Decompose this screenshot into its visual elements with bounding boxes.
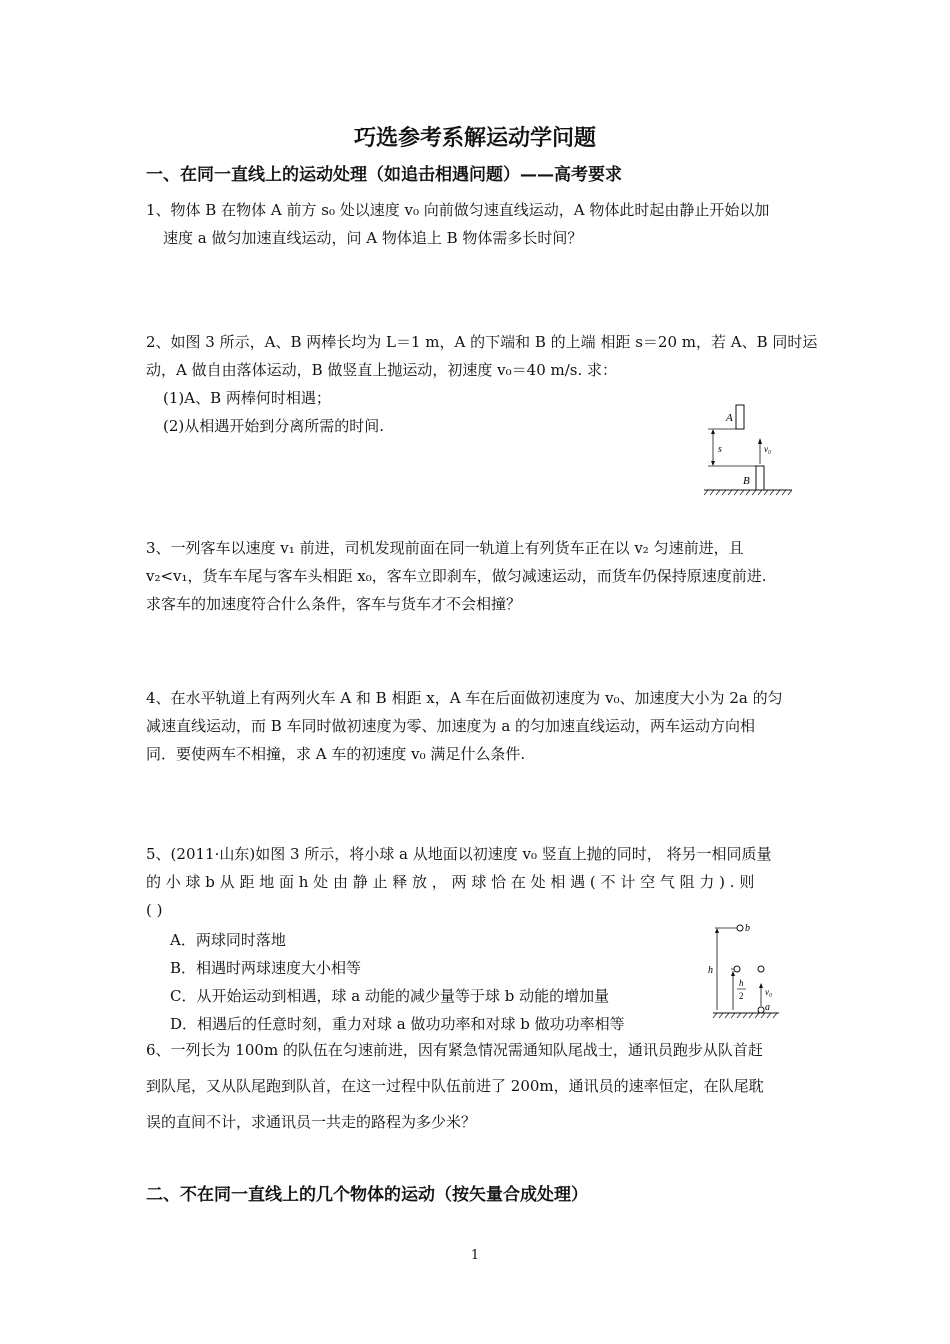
- figure-rods: [700, 400, 810, 500]
- question-5-option-d: D．相遇后的任意时刻，重力对球 a 做功功率和对球 b 做功功率相等: [170, 1015, 625, 1033]
- ball-b: [737, 925, 743, 931]
- section-heading-2: 二、不在同一直线上的几个物体的运动（按矢量合成处理）: [146, 1185, 588, 1205]
- ball-a-label: a: [765, 1002, 770, 1013]
- question-6-line-2: 到队尾，又从队尾跑到队首，在这一过程中队伍前进了 200m，通讯员的速率恒定，在队尾耽: [146, 1077, 764, 1095]
- half-height-numerator: h: [739, 978, 744, 988]
- rod-a-label: A: [726, 412, 733, 424]
- velocity-arrow-head: [758, 438, 762, 444]
- question-3-line-1: 3、一列客车以速度 v₁ 前进，司机发现前面在同一轨道上有列货车正在以 v₂ 匀速前进，且: [146, 539, 744, 557]
- question-1-line-1: 1、物体 B 在物体 A 前方 s₀ 处以速度 v₀ 向前做匀速直线运动，A 物体此时起由静止开始以加: [146, 201, 770, 219]
- ground-hatch: [704, 490, 792, 495]
- rod-b: [756, 466, 764, 490]
- question-4-line-1: 4、在水平轨道上有两列火车 A 和 B 相距 x，A 车在后面做初速度为 v₀、加速度大小为 2a 的匀: [146, 689, 783, 707]
- question-5-line-2: 的 小 球 b 从 距 地 面 h 处 由 静 止 释 放 ， 两 球 恰 在 处 相 遇 ( 不 计 空 气 阻 力 ) . 则: [146, 873, 755, 891]
- ground-hatch: [713, 1013, 777, 1018]
- question-2-line-2: 动，A 做自由落体运动，B 做竖直上抛运动，初速度 v₀＝40 m/s. 求：: [146, 361, 618, 379]
- question-2-sub-2: (2)从相遇开始到分离所需的时间.: [163, 417, 385, 435]
- launch-velocity-label: v₀: [765, 987, 773, 997]
- question-3-line-2: v₂<v₁，货车车尾与客车头相距 x₀，客车立即刹车，做匀减速运动，而货车仍保持原速度前进.: [146, 567, 767, 585]
- distance-label: s: [718, 444, 722, 455]
- question-4-line-3: 同．要使两车不相撞，求 A 车的初速度 v₀ 满足什么条件.: [146, 745, 526, 763]
- question-6-line-3: 误的直间不计，求通讯员一共走的路程为多少米？: [146, 1113, 477, 1131]
- question-2-sub-1: (1)A、B 两棒何时相遇；: [163, 389, 331, 407]
- page-number: 1: [470, 1248, 480, 1263]
- question-5-line-3: ( ): [146, 901, 163, 919]
- section-heading-1: 一、在同一直线上的运动处理（如追击相遇问题）——高考要求: [146, 165, 622, 185]
- question-6-line-1: 6、一列长为 100m 的队伍在匀速前进，因有紧急情况需通知队尾战士，通讯员跑步从队首赶: [146, 1041, 763, 1059]
- ball-a: [758, 1007, 764, 1013]
- question-4-line-2: 减速直线运动，而 B 车同时做初速度为零、加速度为 a 的匀加速直线运动，两车运动方向相: [146, 717, 756, 735]
- page-title: 巧选参考系解运动学问题: [353, 126, 596, 151]
- figure-balls: [703, 916, 793, 1022]
- launch-velocity-arrow-head: [759, 983, 763, 988]
- question-5-line-1: 5、(2011·山东)如图 3 所示，将小球 a 从地面以初速度 v₀ 竖直上抛的同时， 将另一相同质量: [146, 845, 772, 863]
- question-5-option-c: C．从开始运动到相遇，球 a 动能的减少量等于球 b 动能的增加量: [170, 987, 610, 1005]
- question-3-line-3: 求客车的加速度符合什么条件，客车与货车才不会相撞？: [146, 595, 522, 613]
- half-height-denominator: 2: [739, 991, 744, 1001]
- distance-arrow-head-down: [711, 461, 715, 466]
- rod-a: [736, 405, 744, 429]
- distance-arrow-head-up: [711, 429, 715, 434]
- question-5-option-a: A．两球同时落地: [170, 931, 286, 949]
- ball-b-label: b: [745, 923, 750, 934]
- question-1-line-2: 速度 a 做匀加速直线运动，问 A 物体追上 B 物体需多长时间？: [163, 229, 583, 247]
- question-2-line-1: 2、如图 3 所示，A、B 两棒长均为 L＝1 m，A 的下端和 B 的上端 相距 s＝20 m，若 A、B 同时运: [146, 333, 818, 351]
- meeting-point-left: [734, 966, 740, 972]
- rod-b-label: B: [743, 475, 750, 487]
- velocity-label: v₀: [764, 444, 772, 454]
- height-label: h: [708, 965, 713, 976]
- height-arrow-head: [715, 928, 719, 933]
- half-height-arrow-head: [731, 971, 735, 976]
- question-5-option-b: B．相遇时两球速度大小相等: [170, 959, 362, 977]
- meeting-point-right: [758, 966, 764, 972]
